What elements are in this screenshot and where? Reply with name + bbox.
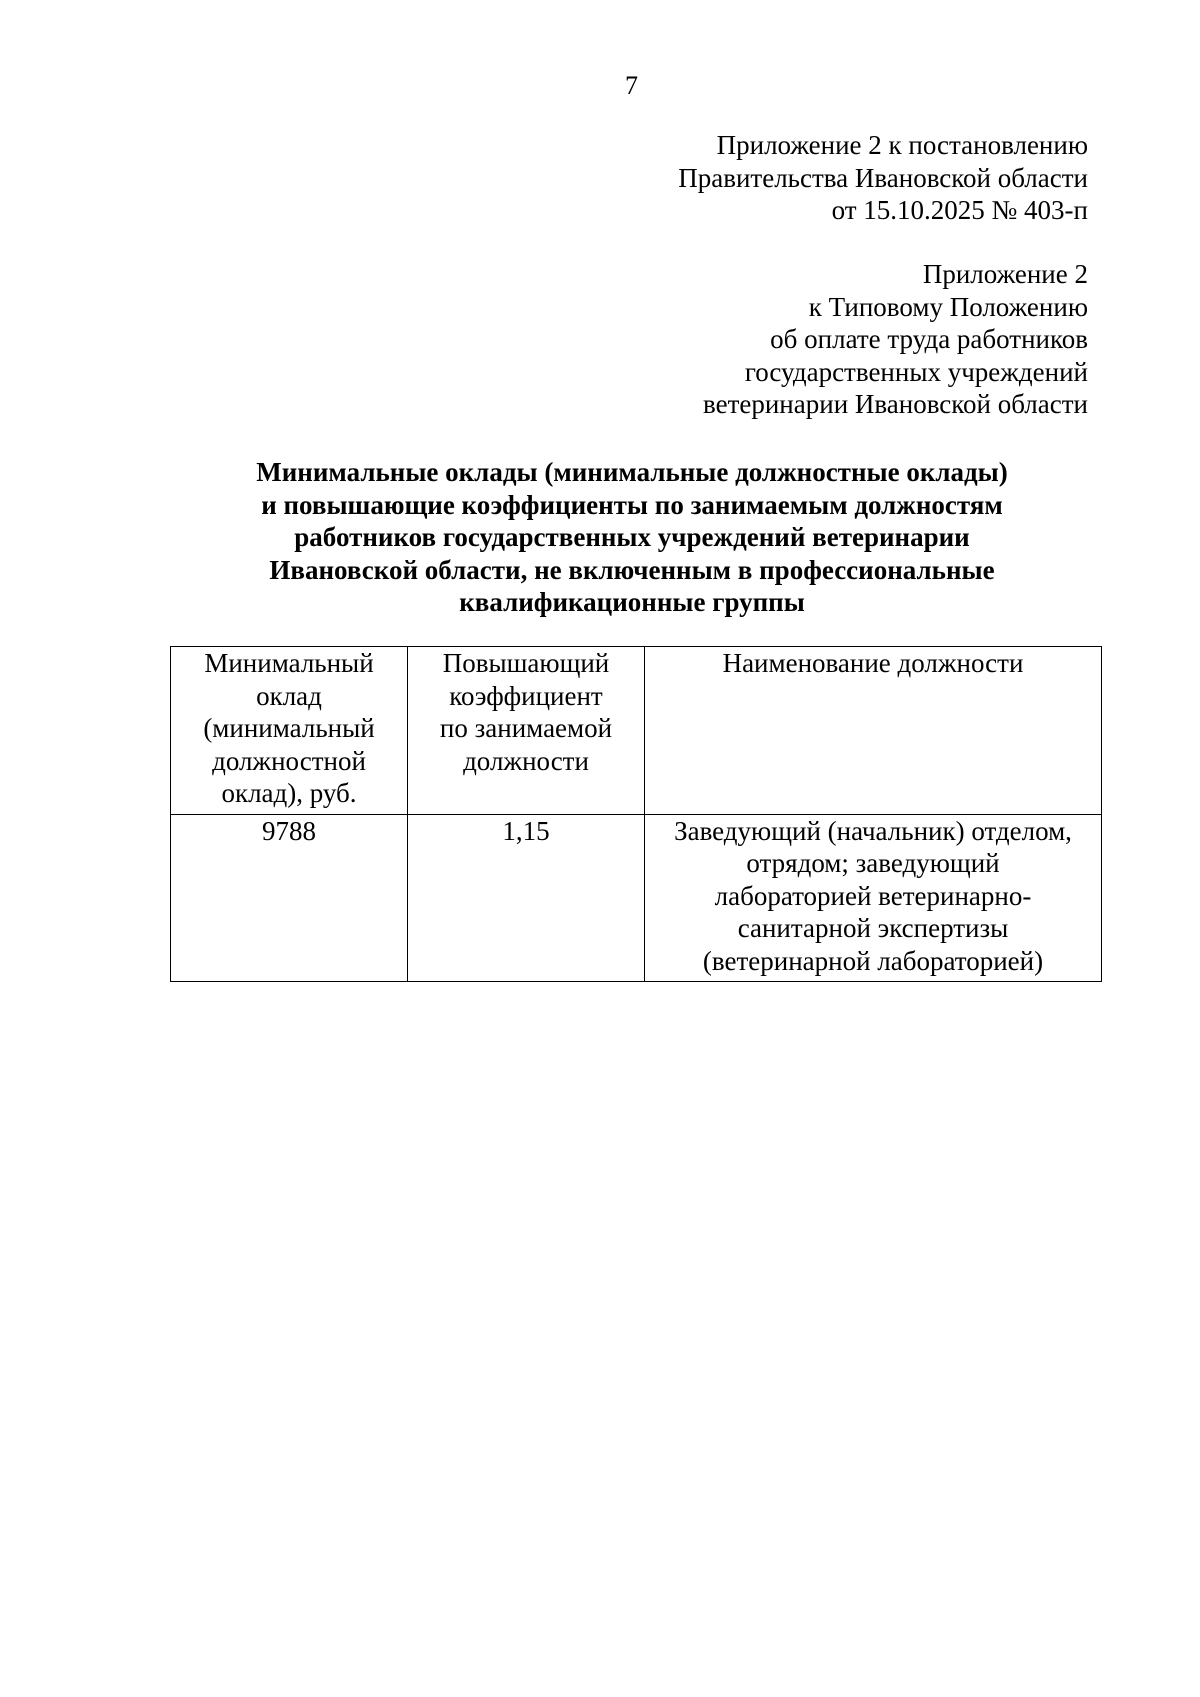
appendix-regulation-line: ветеринарии Ивановской области (703, 389, 1088, 419)
document-title-line: Минимальные оклады (минимальные должностные оклады) (256, 457, 1008, 487)
header-min-salary (171, 647, 408, 815)
document-title-line: и повышающие коэффициенты по занимаемым должностям (261, 489, 1003, 520)
position-line: санитарной экспертизы (737, 913, 1009, 943)
appendix-regulation-line: об оплате труда работников (770, 324, 1088, 354)
cell-min-salary: 9788 (171, 814, 408, 982)
cell-position-name (645, 814, 1102, 982)
table-header-row (171, 647, 1102, 815)
header-line: (минимальный (203, 713, 375, 743)
appendix-decree-reference (678, 129, 1088, 227)
header-line: оклад), руб. (221, 778, 357, 808)
cell-coefficient: 1,15 (408, 814, 645, 982)
position-line: (ветеринарной лабораторией) (702, 945, 1044, 976)
table-row (171, 814, 1102, 982)
document-title-line: квалификационные группы (459, 587, 805, 617)
header-line: по занимаемой (439, 713, 613, 743)
header-line: Минимальный (204, 648, 374, 678)
header-position-name (645, 647, 1102, 815)
document-title (170, 456, 1094, 619)
salary-table (170, 646, 1102, 982)
document-title-line: Ивановской области, не включенным в профессиональные (269, 554, 995, 585)
header-line: Повышающий (442, 648, 610, 678)
appendix-regulation-line: государственных учреждений (744, 356, 1088, 387)
position-line: Заведующий (начальник) отделом, (674, 815, 1072, 846)
header-line: Наименование должности (722, 648, 1024, 678)
appendix-regulation-reference (703, 258, 1088, 421)
header-coefficient (408, 647, 645, 815)
appendix-decree-line: Приложение 2 к постановлению (716, 130, 1088, 160)
header-line: должности (463, 745, 589, 776)
header-line: оклад (256, 680, 322, 711)
position-line: лабораторией ветеринарно- (714, 880, 1032, 911)
position-line: отрядом; заведующий (746, 848, 1000, 878)
page-number: 7 (625, 71, 638, 100)
header-line: коэффициент (449, 680, 603, 711)
appendix-regulation-line: к Типовому Положению (808, 291, 1088, 322)
appendix-decree-line: от 15.10.2025 № 403-п (831, 195, 1088, 225)
appendix-decree-line: Правительства Ивановской области (678, 162, 1088, 193)
document-title-line: работников государственных учреждений ветеринарии (294, 522, 970, 552)
header-line: должностной (212, 745, 366, 776)
appendix-regulation-line: Приложение 2 (922, 259, 1088, 289)
